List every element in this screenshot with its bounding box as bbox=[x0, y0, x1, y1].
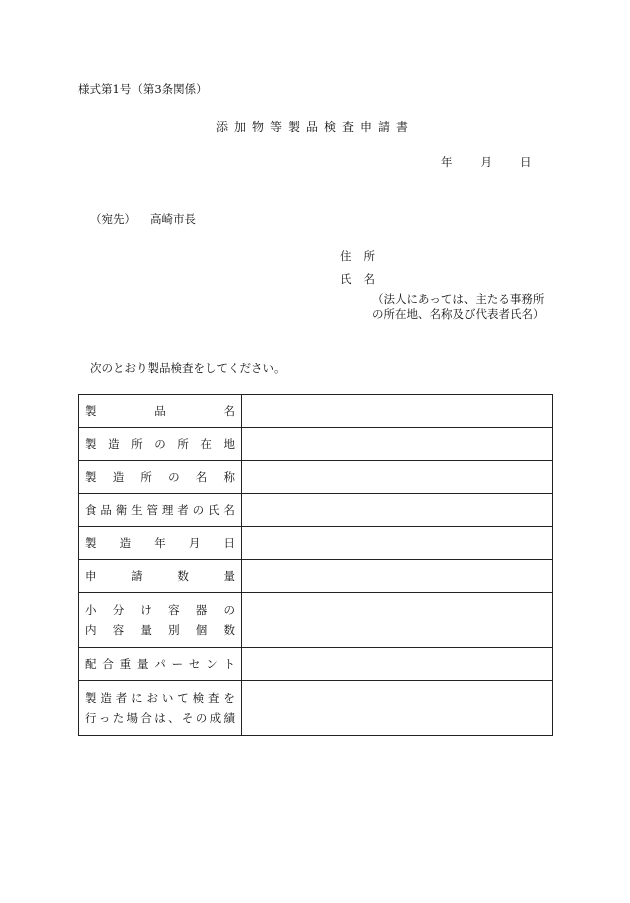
label-char: 名 bbox=[223, 404, 235, 418]
row-label bbox=[79, 681, 242, 736]
addressee bbox=[90, 212, 196, 226]
label-char: 数 bbox=[223, 623, 235, 637]
label-char: 個 bbox=[195, 623, 208, 637]
label-char: 請 bbox=[131, 569, 143, 583]
label-line bbox=[85, 502, 235, 518]
label-char: 月 bbox=[188, 536, 201, 550]
label-char: 生 bbox=[131, 503, 143, 517]
label-char: 在 bbox=[200, 437, 212, 451]
date-month: 月 bbox=[480, 155, 492, 169]
note-line-1: （法人にあっては、主たる事務所 bbox=[372, 292, 545, 306]
form-title: 添加物等製品検査申請書 bbox=[215, 120, 414, 134]
row-value-field[interactable] bbox=[242, 428, 553, 461]
label-line bbox=[85, 710, 235, 726]
row-value-field[interactable] bbox=[242, 648, 553, 681]
label-char: 査 bbox=[208, 691, 220, 705]
corporation-note bbox=[372, 292, 545, 322]
label-char: 量 bbox=[223, 569, 235, 583]
label-char: 場 bbox=[126, 711, 139, 725]
addressee-name: 高崎市長 bbox=[150, 212, 196, 226]
label-char: 、 bbox=[168, 711, 180, 725]
label-char: 管 bbox=[146, 503, 158, 517]
label-line bbox=[85, 535, 235, 551]
label-char: 所 bbox=[177, 437, 189, 451]
label-char: セ bbox=[188, 657, 201, 671]
table-row bbox=[79, 681, 553, 736]
label-char: 食 bbox=[85, 503, 97, 517]
row-label bbox=[79, 395, 242, 428]
label-char: に bbox=[131, 691, 143, 705]
label-char: け bbox=[140, 603, 152, 617]
label-char: た bbox=[112, 711, 125, 725]
table-row bbox=[79, 560, 553, 593]
date-year: 年 bbox=[441, 155, 453, 169]
label-char: 地 bbox=[223, 437, 235, 451]
label-char: を bbox=[223, 691, 235, 705]
label-char: 所 bbox=[140, 470, 152, 484]
note-line-2: の所在地、名称及び代表者氏名） bbox=[372, 307, 545, 321]
table-row bbox=[79, 395, 553, 428]
label-char: の bbox=[154, 437, 166, 451]
label-char: パ bbox=[154, 657, 166, 671]
label-char: 合 bbox=[140, 711, 152, 725]
address-label: 住 所 bbox=[340, 249, 375, 263]
form-number: 様式第1号（第3条関係） bbox=[78, 82, 208, 96]
label-char: 者 bbox=[115, 691, 128, 705]
label-char: 造 bbox=[108, 437, 120, 451]
label-char: 績 bbox=[223, 711, 235, 725]
label-char: 検 bbox=[192, 691, 205, 705]
label-line bbox=[85, 656, 235, 672]
label-char: 品 bbox=[100, 503, 112, 517]
label-char: そ bbox=[181, 711, 194, 725]
application-table bbox=[78, 394, 553, 736]
label-char: 所 bbox=[131, 437, 143, 451]
date-line bbox=[441, 155, 532, 169]
row-label bbox=[79, 428, 242, 461]
label-char: 量 bbox=[136, 657, 149, 671]
label-char: 製 bbox=[85, 536, 97, 550]
label-char: 理 bbox=[161, 503, 174, 517]
row-value-field[interactable] bbox=[242, 461, 553, 494]
label-char: て bbox=[177, 691, 189, 705]
date-day: 日 bbox=[520, 155, 532, 169]
label-char: 年 bbox=[154, 536, 166, 550]
label-char: 製 bbox=[85, 404, 97, 418]
label-char: 氏 bbox=[208, 503, 220, 517]
label-char: っ bbox=[98, 711, 111, 725]
row-value-field[interactable] bbox=[242, 593, 553, 648]
row-label bbox=[79, 527, 242, 560]
label-line bbox=[85, 602, 235, 618]
label-char: ー bbox=[171, 657, 184, 671]
label-char: 製 bbox=[85, 470, 97, 484]
row-label bbox=[79, 560, 242, 593]
label-line bbox=[85, 622, 235, 638]
row-label bbox=[79, 593, 242, 648]
label-char: 名 bbox=[195, 470, 208, 484]
row-value-field[interactable] bbox=[242, 681, 553, 736]
label-line bbox=[85, 403, 235, 419]
label-char: 製 bbox=[85, 437, 97, 451]
label-line bbox=[85, 690, 235, 706]
row-label bbox=[79, 461, 242, 494]
label-char: 合 bbox=[102, 657, 114, 671]
table-row bbox=[79, 494, 553, 527]
label-char: 小 bbox=[85, 603, 97, 617]
label-char: 内 bbox=[85, 623, 97, 637]
label-char: 器 bbox=[195, 603, 208, 617]
label-char: ト bbox=[223, 657, 235, 671]
label-char: 者 bbox=[177, 503, 189, 517]
label-char: 造 bbox=[112, 470, 125, 484]
label-line bbox=[85, 469, 235, 485]
label-line bbox=[85, 568, 235, 584]
label-char: は bbox=[154, 711, 166, 725]
row-value-field[interactable] bbox=[242, 527, 553, 560]
label-char: 容 bbox=[168, 603, 180, 617]
label-char: 品 bbox=[154, 404, 166, 418]
name-label: 氏 名 bbox=[340, 272, 375, 286]
label-char: の bbox=[192, 503, 205, 517]
label-char: ン bbox=[206, 657, 218, 671]
row-label bbox=[79, 648, 242, 681]
label-char: 製 bbox=[85, 691, 97, 705]
label-char: 容 bbox=[112, 623, 125, 637]
label-char: い bbox=[161, 691, 174, 705]
label-char: 衛 bbox=[115, 503, 128, 517]
table-row bbox=[79, 593, 553, 648]
label-char: 分 bbox=[112, 603, 125, 617]
label-char: 造 bbox=[100, 691, 112, 705]
row-label bbox=[79, 494, 242, 527]
label-char: 配 bbox=[85, 657, 97, 671]
label-line bbox=[85, 436, 235, 452]
label-char: の bbox=[223, 603, 235, 617]
label-char: 名 bbox=[223, 503, 235, 517]
label-char: 量 bbox=[140, 623, 152, 637]
label-char: 申 bbox=[85, 569, 97, 583]
row-value-field[interactable] bbox=[242, 560, 553, 593]
label-char: 造 bbox=[119, 536, 132, 550]
label-char: 行 bbox=[85, 711, 97, 725]
label-char: の bbox=[195, 711, 208, 725]
label-char: 称 bbox=[223, 470, 235, 484]
row-value-field[interactable] bbox=[242, 494, 553, 527]
label-char: 数 bbox=[177, 569, 189, 583]
label-char: 別 bbox=[168, 623, 180, 637]
label-char: お bbox=[146, 691, 158, 705]
table-row bbox=[79, 648, 553, 681]
row-value-field[interactable] bbox=[242, 395, 553, 428]
label-char: 重 bbox=[119, 657, 132, 671]
table-row bbox=[79, 527, 553, 560]
label-char: 日 bbox=[223, 536, 235, 550]
intro-text: 次のとおり製品検査をしてください。 bbox=[90, 361, 286, 375]
addressee-label: （宛先） bbox=[90, 212, 136, 226]
table-row bbox=[79, 428, 553, 461]
label-char: 成 bbox=[209, 711, 222, 725]
table-row bbox=[79, 461, 553, 494]
label-char: の bbox=[168, 470, 180, 484]
